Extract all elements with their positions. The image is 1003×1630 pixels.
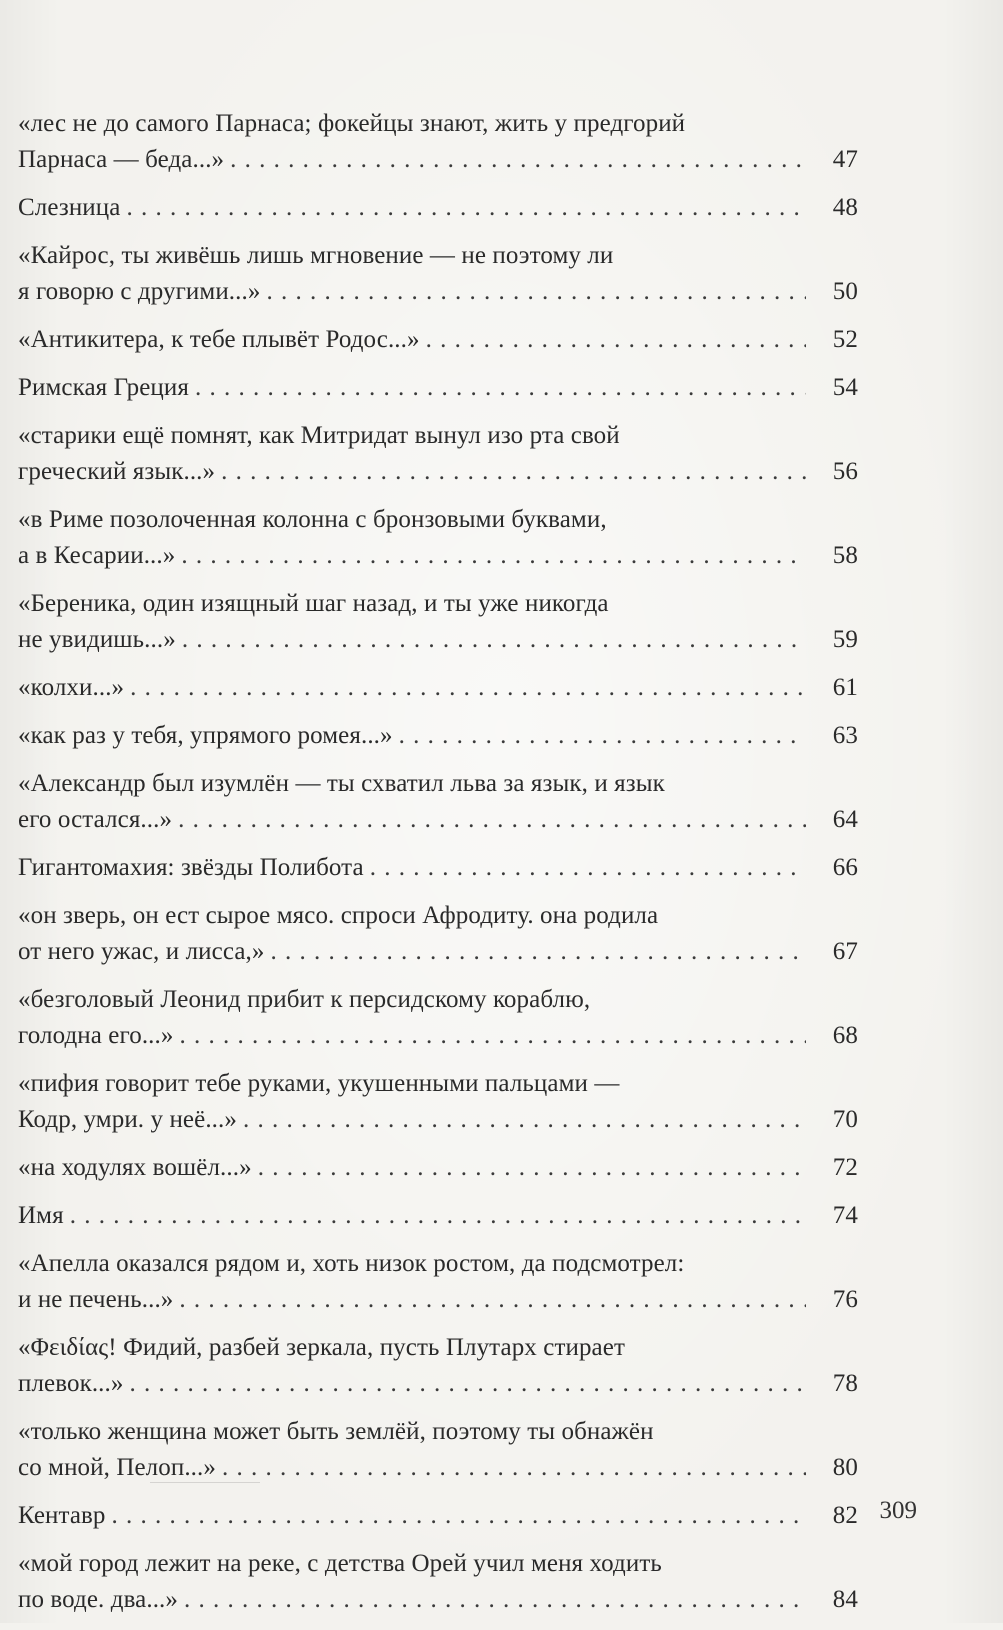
folio-page-number: 309 xyxy=(879,1497,917,1524)
page-number: 76 xyxy=(832,1286,858,1313)
page-number: 82 xyxy=(832,1502,858,1529)
dot-leader xyxy=(179,1282,806,1318)
dot-leader xyxy=(129,1366,806,1402)
page-number: 66 xyxy=(832,854,858,881)
dot-leader xyxy=(266,274,806,310)
dot-leader xyxy=(258,1150,806,1186)
toc-entry-line: Слезница xyxy=(18,194,121,221)
toc-entry xyxy=(18,190,858,226)
toc-entry-line: «Александр был изумлён — ты схватил льва за язык, и язык xyxy=(18,770,665,797)
toc-entry xyxy=(18,718,858,754)
toc-entry-line: «только женщина может быть землёй, поэтому ты обнажён xyxy=(18,1418,654,1445)
toc-entry xyxy=(18,1198,858,1234)
dot-leader xyxy=(178,802,806,838)
dot-leader xyxy=(184,1582,806,1618)
toc-entry xyxy=(18,850,858,886)
page-number: 67 xyxy=(832,938,858,965)
toc-entry xyxy=(18,1150,858,1186)
toc-entry xyxy=(18,1246,858,1318)
dot-leader xyxy=(70,1198,806,1234)
toc-entry-line: «безголовый Леонид прибит к персидскому кораблю, xyxy=(18,986,591,1013)
toc-entry-line: Имя xyxy=(18,1202,64,1229)
dot-leader xyxy=(426,322,806,358)
toc-entry-line: не увидишь...» xyxy=(18,626,176,653)
toc-entry xyxy=(18,670,858,706)
page-number: 68 xyxy=(832,1022,858,1049)
toc-entry-line: «Кайрос, ты живёшь лишь мгновение — не поэтому ли xyxy=(18,242,614,269)
toc-entry-line: Кодр, умри. у неё...» xyxy=(18,1106,237,1133)
toc-entry-line: Гигантомахия: звёзды Полибота xyxy=(18,854,364,881)
toc-entry-line: «мой город лежит на реке, с детства Орей учил меня ходить xyxy=(18,1550,662,1577)
toc-entry-line: «Φειδίας! Фидий, разбей зеркала, пусть Плутарх стирает xyxy=(18,1334,625,1361)
toc-entry xyxy=(18,1546,858,1618)
toc-entry-line: «Апелла оказался рядом и, хоть низок ростом, да подсмотрел: xyxy=(18,1250,685,1277)
toc-entry xyxy=(18,766,858,838)
toc-entry-line: со мной, Пелоп...» xyxy=(18,1454,216,1481)
show-through-text xyxy=(843,110,1003,1310)
page-number: 61 xyxy=(832,674,858,701)
dot-leader xyxy=(399,718,806,754)
page-number: 72 xyxy=(832,1154,858,1181)
dot-leader xyxy=(182,622,806,658)
page-number: 58 xyxy=(832,542,858,569)
toc-entry xyxy=(18,898,858,970)
dot-leader xyxy=(112,1498,806,1534)
page-number: 64 xyxy=(832,806,858,833)
toc-entry xyxy=(18,1330,858,1402)
page-number: 56 xyxy=(832,458,858,485)
toc-entry-line: «Антикитера, к тебе плывёт Родос...» xyxy=(18,326,420,353)
dot-leader xyxy=(179,1018,806,1054)
toc-entry xyxy=(18,418,858,490)
page-number: 52 xyxy=(832,326,858,353)
toc-entry xyxy=(18,1066,858,1138)
toc-entry xyxy=(18,106,858,178)
toc-entry-line: Парнаса — беда...» xyxy=(18,146,225,173)
table-of-contents xyxy=(18,106,858,1630)
toc-entry-line: «как раз у тебя, упрямого ромея...» xyxy=(18,722,393,749)
dot-leader xyxy=(221,454,806,490)
page-number: 47 xyxy=(832,146,858,173)
page-number: 59 xyxy=(832,626,858,653)
dot-leader xyxy=(230,142,806,178)
dot-leader xyxy=(370,850,806,886)
toc-entry-line: от него ужас, и лисса,» xyxy=(18,938,265,965)
toc-entry-line: плевок...» xyxy=(18,1370,124,1397)
page-number: 50 xyxy=(832,278,858,305)
page-number: 63 xyxy=(832,722,858,749)
toc-entry xyxy=(18,322,858,358)
toc-entry xyxy=(18,1498,858,1534)
page-number: 70 xyxy=(832,1106,858,1133)
dot-leader xyxy=(181,538,806,574)
paper-mark xyxy=(150,1482,260,1483)
toc-entry-line: «старики ещё помнят, как Митридат вынул изо рта свой xyxy=(18,422,620,449)
page-number: 48 xyxy=(832,194,858,221)
toc-entry xyxy=(18,502,858,574)
page-number: 78 xyxy=(832,1370,858,1397)
toc-entry-line: я говорю с другими...» xyxy=(18,278,261,305)
toc-entry xyxy=(18,982,858,1054)
page-number: 84 xyxy=(832,1586,858,1613)
toc-entry-line: «колхи...» xyxy=(18,674,125,701)
toc-entry xyxy=(18,1414,858,1486)
toc-entry-line: а в Кесарии...» xyxy=(18,542,176,569)
dot-leader xyxy=(195,370,806,406)
dot-leader xyxy=(270,934,806,970)
toc-entry-line: и не печень...» xyxy=(18,1286,174,1313)
toc-entry xyxy=(18,370,858,406)
toc-entry-line: Кентавр xyxy=(18,1502,106,1529)
toc-entry-line: его остался...» xyxy=(18,806,173,833)
toc-entry-line: «он зверь, он ест сырое мясо. спроси Афродиту. она родила xyxy=(18,902,659,929)
page-number: 74 xyxy=(832,1202,858,1229)
toc-entry-line: Римская Греция xyxy=(18,374,189,401)
dot-leader xyxy=(130,670,806,706)
toc-entry xyxy=(18,238,858,310)
toc-entry-line: греческий язык...» xyxy=(18,458,216,485)
toc-entry-line: голодна его...» xyxy=(18,1022,174,1049)
toc-entry-line: «в Риме позолоченная колонна с бронзовыми буквами, xyxy=(18,506,607,533)
page-number: 54 xyxy=(832,374,858,401)
toc-entry xyxy=(18,586,858,658)
page-number: 80 xyxy=(832,1454,858,1481)
toc-entry-line: «на ходулях вошёл...» xyxy=(18,1154,252,1181)
toc-entry-line: по воде. два...» xyxy=(18,1586,178,1613)
dot-leader xyxy=(126,190,806,226)
toc-entry-line: «Береника, один изящный шаг назад, и ты уже никогда xyxy=(18,590,609,617)
toc-entry-line: «лес не до самого Парнаса; фокейцы знают, жить у предгорий xyxy=(18,110,686,137)
toc-entry-line: «пифия говорит тебе руками, укушенными пальцами — xyxy=(18,1070,620,1097)
dot-leader xyxy=(222,1450,806,1486)
dot-leader xyxy=(243,1102,806,1138)
